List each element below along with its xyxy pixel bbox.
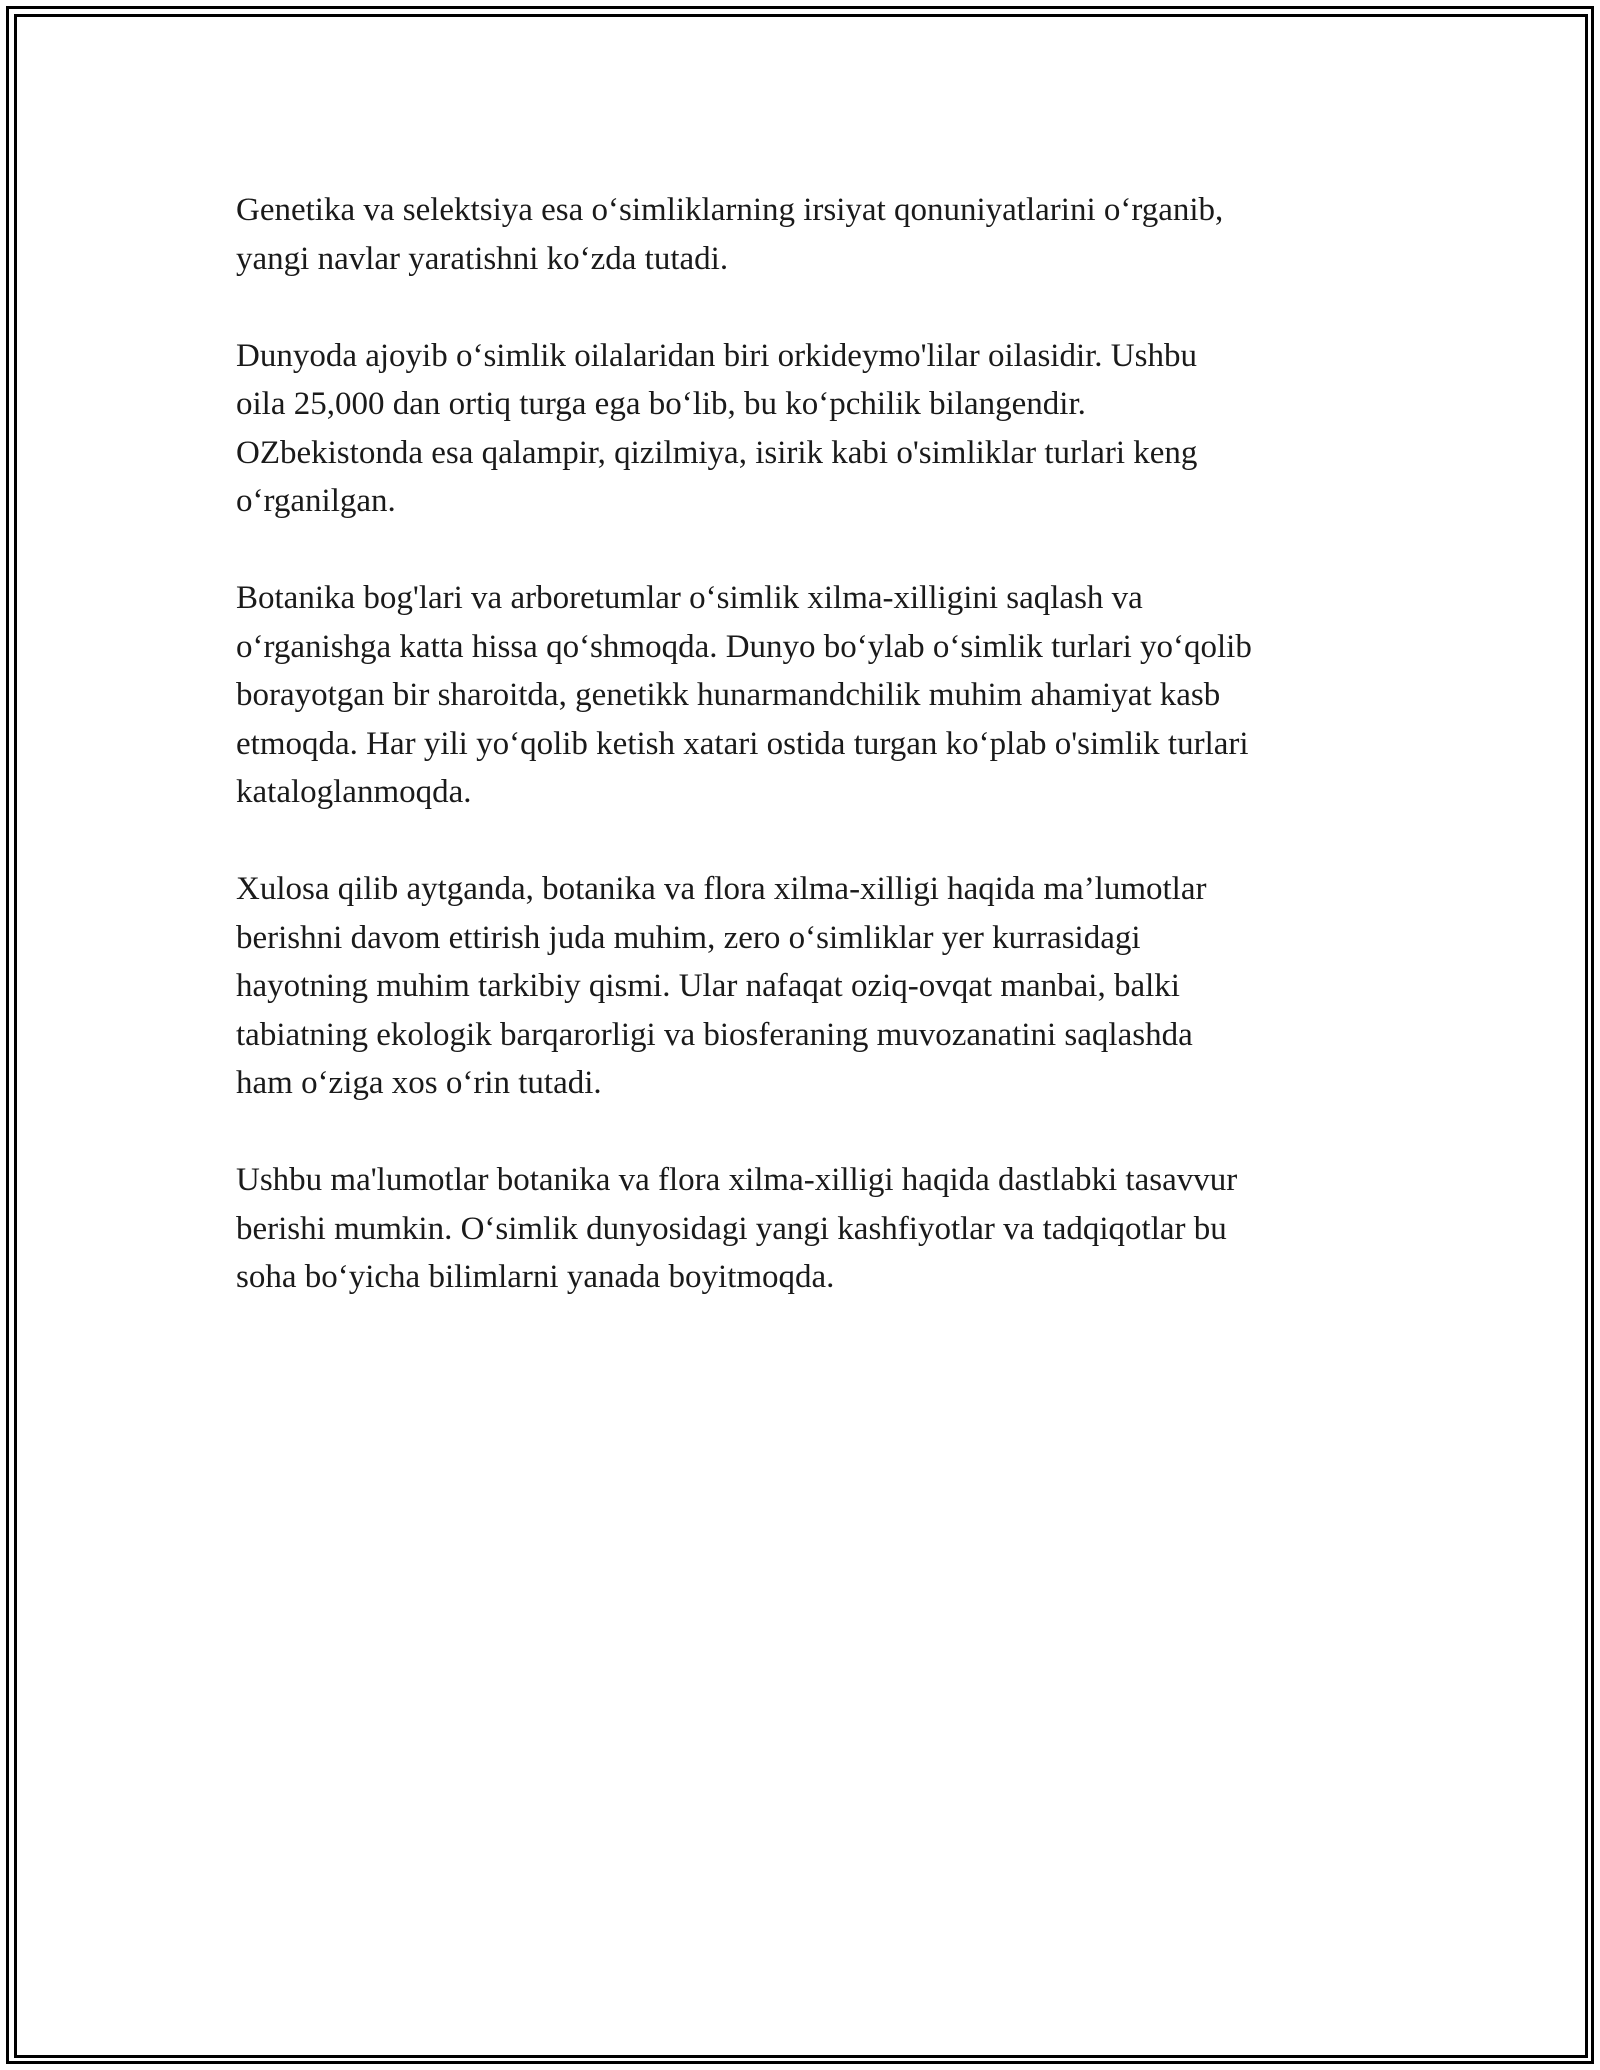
paragraph-genetics: Genetika va selektsiya esa o‘simliklarning irsiyat qonuniyatlarini o‘rganib, yangi navlar yaratishni ko‘zda tutadi.: [236, 192, 1224, 277]
paragraph-orchids: Dunyoda ajoyib o‘simlik oilalaridan biri orkideymo'lilar oilasidir. Ushbu oila 25,000 dan ortiq turga ega bo‘lib, bu ko‘pchilik bilangendir. OZbekistonda esa qalampir, qizilmiya, isirik kabi o'simliklar turlari keng o‘rganilgan.: [236, 337, 1198, 519]
document-body: [236, 186, 1386, 1350]
paragraph-summary: Ushbu ma'lumotlar botanika va flora xilma-xilligi haqida dastlabki tasavvur berishi mumkin. O‘simlik dunyosidagi yangi kashfiyotlar va tadqiqotlar bu soha bo‘yicha bilimlarni yanada boyitmoqda.: [236, 1162, 1238, 1295]
paragraph-conclusion: Xulosa qilib aytganda, botanika va flora xilma-xilligi haqida ma’lumotlar berishni davom ettirish juda muhim, zero o‘simliklar yer kurrasidagi hayotning muhim tarkibiy qismi. Ular nafaqat oziq-ovqat manbai, balki tabiatning ekologik barqarorligi va biosferaning muvozanatini saqlashda ham o‘ziga xos o‘rin tutadi.: [236, 871, 1207, 1101]
paragraph-botanical-gardens: Botanika bog'lari va arboretumlar o‘simlik xilma-xilligini saqlash va o‘rganishga katta hissa qo‘shmoqda. Dunyo bo‘ylab o‘simlik turlari yo‘qolib borayotgan bir sharoitda, genetikk hunarmandchilik muhim ahamiyat kasb etmoqda. Har yili yo‘qolib ketish xatari ostida turgan ko‘plab o'simlik turlari kataloglanmoqda.: [236, 580, 1252, 810]
